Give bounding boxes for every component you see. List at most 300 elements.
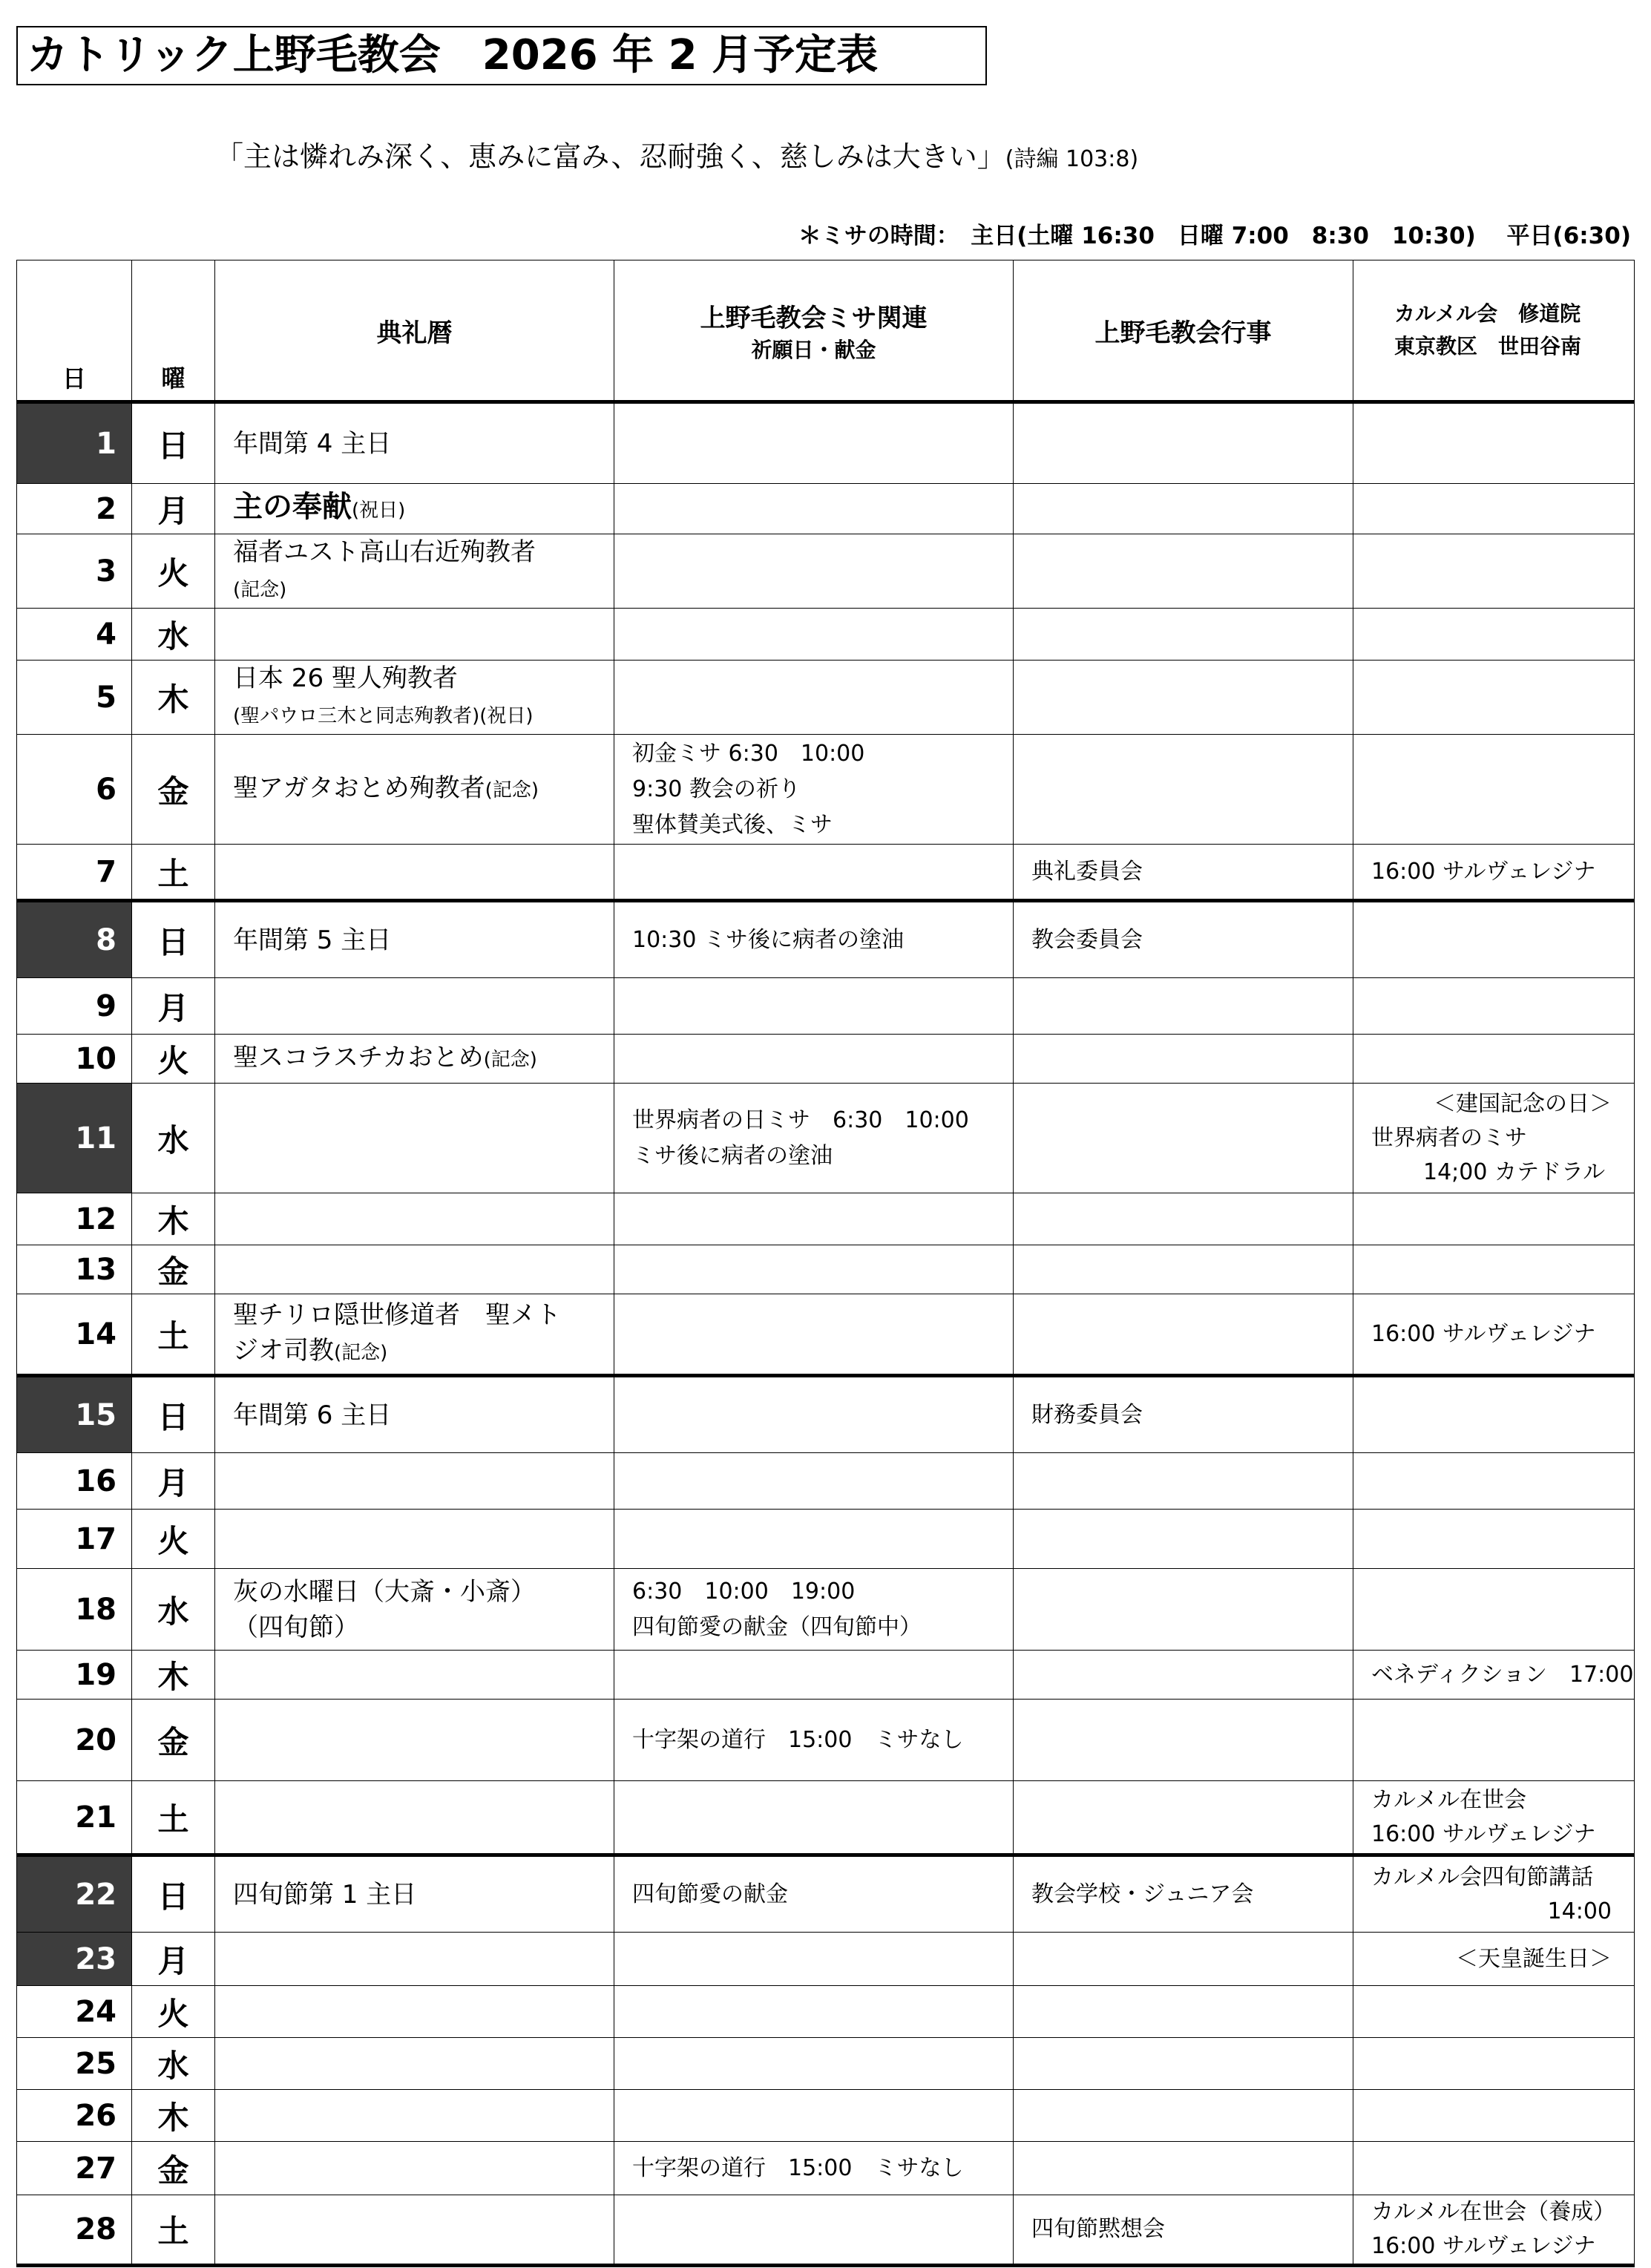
weekday [132,2090,215,2142]
carmel-cell [1353,1294,1635,1376]
day-number [17,1193,132,1245]
mass-cell [614,1651,1014,1700]
event-cell [1014,2142,1353,2195]
day-number-text: 7 [96,854,116,889]
day-number [17,1700,132,1781]
event-text: 財務委員会 [1031,1401,1143,1428]
table-row [17,2142,1635,2195]
header-events: 上野毛教会行事 [1014,260,1353,402]
event-cell [1014,978,1353,1035]
weekday [132,845,215,901]
day-number-text: 16 [75,1464,116,1498]
liturgy-line [233,426,614,462]
event-text: 教会学校・ジュニア会 [1031,1881,1254,1907]
carmel-cell [1353,901,1635,978]
liturgy-text-line2: ジオ司教 [233,1336,334,1366]
weekday-text: 木 [157,2099,189,2136]
weekday [132,1084,215,1193]
weekday-text: 金 [157,773,189,810]
weekday [132,2195,215,2266]
carmel-cell [1353,1569,1635,1651]
liturgy-line [233,1297,614,1333]
day-number-text: 22 [75,1877,116,1912]
liturgy-cell [215,1781,614,1855]
liturgy-cell [215,2090,614,2142]
carmel-cell [1353,1986,1635,2038]
carmel-text [1371,855,1634,889]
liturgy-text: 年間第 5 主日 [233,925,392,955]
day-number [17,1986,132,2038]
liturgy-text: 四旬節第 1 主日 [233,1879,417,1910]
mass-cell [614,901,1014,978]
day-number-text: 17 [75,1521,116,1556]
table-row [17,661,1635,735]
event-cell [1014,1855,1353,1933]
liturgy-cell [215,2038,614,2090]
header-weekday: 曜 [132,260,215,402]
weekday-text: 土 [157,1317,189,1354]
mass-cell [614,2142,1014,2195]
day-number [17,1781,132,1855]
event-cell [1014,845,1353,901]
weekday [132,901,215,978]
event-cell [1014,1933,1353,1986]
weekday-text: 日 [157,1878,189,1915]
liturgy-subnote-text: (記念) [233,579,287,601]
carmel-cell [1353,845,1635,901]
table-row [17,1193,1635,1245]
day-number [17,1453,132,1510]
liturgy-text: 日本 26 聖人殉教者 [233,663,458,693]
mass-cell [614,484,1014,534]
liturgy-text: 年間第 6 主日 [233,1400,392,1430]
table-row [17,1245,1635,1294]
table-row [17,484,1635,534]
carmel-text [1371,1087,1634,1190]
carmel-cell [1353,1855,1635,1933]
event-cell [1014,402,1353,484]
liturgy-cell [215,901,614,978]
weekday [132,978,215,1035]
mass-cell [614,1933,1014,1986]
verse-reference: (詩編 103:8) [1005,146,1139,172]
table-row [17,534,1635,609]
day-number [17,1245,132,1294]
event-cell [1014,609,1353,661]
weekday-text: 日 [157,427,189,464]
day-number [17,2090,132,2142]
day-number-text: 25 [75,2046,116,2081]
liturgy-subnote [233,570,614,608]
mass-cell [614,1510,1014,1569]
weekday [132,1035,215,1084]
table-row [17,1035,1635,1084]
liturgy-text-line2: （四旬節） [233,1612,359,1642]
weekday [132,609,215,661]
day-number-text: 24 [75,1994,116,2029]
carmel-cell [1353,1453,1635,1510]
weekday-text: 金 [157,1253,189,1290]
mass-cell [614,1193,1014,1245]
mass-cell [614,2038,1014,2090]
weekday [132,1193,215,1245]
event-cell [1014,1986,1353,2038]
event-cell [1014,1294,1353,1376]
mass-cell [614,534,1014,609]
liturgy-cell [215,1700,614,1781]
day-number-text: 4 [96,617,116,652]
weekday-text: 金 [157,1723,189,1760]
event-cell [1014,735,1353,845]
liturgy-cell [215,735,614,845]
header-mass [614,260,1014,402]
mass-cell [614,845,1014,901]
liturgy-cell [215,1453,614,1510]
day-number-text: 23 [75,1941,116,1976]
mass-text [632,736,1013,843]
day-number-text: 6 [96,772,116,807]
liturgy-cell [215,978,614,1035]
day-number [17,1651,132,1700]
day-number [17,484,132,534]
event-cell [1014,1700,1353,1781]
verse-text: 「主は憐れみ深く、恵みに富み、忍耐強く、慈しみは大きい」 [215,140,1005,173]
mass-cell [614,1700,1014,1781]
liturgy-cell [215,534,614,609]
event-cell [1014,1781,1353,1855]
event-cell [1014,1569,1353,1651]
mass-cell [614,735,1014,845]
carmel-cell [1353,2142,1635,2195]
table-row [17,609,1635,661]
carmel-cell [1353,1193,1635,1245]
liturgy-cell [215,661,614,735]
carmel-cell [1353,609,1635,661]
carmel-line: 14:00 [1547,1898,1612,1924]
liturgy-line2 [233,1610,614,1645]
carmel-line: ＜建国記念の日＞ [1434,1090,1612,1117]
day-number-text: 1 [96,426,116,461]
carmel-line: 16:00 サルヴェレジナ [1371,858,1596,885]
weekday-text: 土 [157,2213,189,2249]
carmel-line: カルメル会四旬節講話 [1371,1864,1594,1890]
day-number [17,1569,132,1651]
weekday-text: 火 [157,554,189,591]
table-row [17,1510,1635,1569]
carmel-cell [1353,1781,1635,1855]
day-number-text: 14 [75,1317,116,1351]
weekday [132,1294,215,1376]
event-cell [1014,2195,1353,2266]
weekday-text: 木 [157,1658,189,1695]
day-number-text: 28 [75,2212,116,2246]
carmel-cell [1353,1084,1635,1193]
mass-cell [614,1986,1014,2038]
liturgy-text: 灰の水曜日（大斎・小斎） [233,1576,536,1607]
carmel-text [1371,2195,1634,2264]
table-row [17,2195,1635,2266]
liturgy-text: 主の奉献 [233,490,352,524]
liturgy-cell [215,1510,614,1569]
mass-text [632,2151,1013,2186]
carmel-line: カルメル在世会 [1371,1786,1527,1813]
liturgy-note: (記念) [334,1342,388,1364]
liturgy-line [233,770,614,808]
liturgy-cell [215,1855,614,1933]
carmel-line: 16:00 サルヴェレジナ [1371,2233,1596,2259]
liturgy-cell [215,845,614,901]
mass-cell [614,1376,1014,1453]
table-row [17,1294,1635,1376]
day-number-text: 18 [75,1592,116,1627]
liturgy-cell [215,484,614,534]
carmel-cell [1353,2195,1635,2266]
liturgy-line [233,1397,614,1433]
day-number-text: 13 [75,1252,116,1287]
weekday-text: 水 [157,1121,189,1158]
weekday-text: 火 [157,1995,189,2032]
weekday-text: 水 [157,2047,189,2084]
schedule-table [16,260,1635,2267]
mass-cell [614,609,1014,661]
weekday-text: 水 [157,1593,189,1630]
liturgy-line [233,1040,614,1078]
mass-line: 10:30 ミサ後に病者の塗油 [632,926,904,953]
carmel-cell [1353,534,1635,609]
day-number [17,1855,132,1933]
carmel-line: 16:00 サルヴェレジナ [1371,1820,1596,1847]
carmel-cell [1353,661,1635,735]
weekday [132,484,215,534]
carmel-cell [1353,1933,1635,1986]
table-row [17,1084,1635,1193]
mass-cell [614,402,1014,484]
mass-cell [614,1084,1014,1193]
carmel-text [1371,1658,1634,1692]
weekday [132,1453,215,1510]
weekday [132,735,215,845]
mass-text [632,1877,1013,1913]
carmel-line: 世界病者のミサ [1371,1124,1527,1151]
carmel-cell [1353,2038,1635,2090]
table-header-row [17,260,1635,402]
liturgy-cell [215,1376,614,1453]
mass-cell [614,1453,1014,1510]
weekday [132,1245,215,1294]
mass-cell [614,2090,1014,2142]
weekday [132,1569,215,1651]
event-cell [1014,534,1353,609]
liturgy-line [233,534,614,570]
day-number [17,2038,132,2090]
liturgy-cell [215,2142,614,2195]
event-cell [1014,1510,1353,1569]
mass-cell [614,1035,1014,1084]
weekday [132,1855,215,1933]
table-row [17,978,1635,1035]
carmel-cell [1353,1376,1635,1453]
mass-cell [614,1245,1014,1294]
mass-times-note: ＊ミサの時間： 主日(土曜 16:30 日曜 7:00 8:30 10:30) 平日(6:30) [798,223,1631,249]
event-cell [1014,484,1353,534]
carmel-cell [1353,484,1635,534]
liturgy-note: (記念) [485,779,539,802]
scripture-verse [215,134,1138,174]
table-row [17,901,1635,978]
liturgy-subnote-text: (聖パウロ三木と同志殉教者)(祝日) [233,705,534,727]
weekday-text: 日 [157,1398,189,1435]
mass-cell [614,1569,1014,1651]
mass-line: 世界病者の日ミサ 6:30 10:00 [632,1107,969,1133]
event-text: 典礼委員会 [1031,858,1143,885]
mass-line: 四旬節愛の献金 [632,1881,788,1907]
weekday-text: 火 [157,1522,189,1559]
day-number-text: 2 [96,491,116,526]
weekday [132,2038,215,2090]
day-number-text: 8 [96,922,116,957]
weekday [132,2142,215,2195]
liturgy-text: 聖チリロ隠世修道者 聖メト [233,1300,561,1330]
weekday-text: 日 [157,923,189,960]
event-cell [1014,1651,1353,1700]
weekday-text: 月 [157,1464,189,1501]
day-number [17,2195,132,2266]
liturgy-note: (祝日) [352,499,406,522]
event-cell [1014,661,1353,735]
mass-line: 9:30 教会の祈り [632,776,801,802]
weekday [132,1376,215,1453]
header-carmel-line2: 東京教区 世田谷南 [1394,334,1582,358]
table-row [17,2090,1635,2142]
weekday-text: 土 [157,855,189,892]
event-text: 四旬節黙想会 [1031,2216,1165,2242]
mass-line: 初金ミサ 6:30 10:00 [632,740,865,767]
liturgy-line [233,922,614,958]
liturgy-cell [215,1933,614,1986]
day-number [17,1294,132,1376]
carmel-text [1371,1783,1634,1852]
day-number [17,1933,132,1986]
event-cell [1014,1453,1353,1510]
carmel-cell [1353,1035,1635,1084]
day-number-text: 9 [96,989,116,1023]
table-row [17,2038,1635,2090]
event-cell [1014,1376,1353,1453]
event-cell [1014,2038,1353,2090]
day-number [17,1035,132,1084]
liturgy-cell [215,1986,614,2038]
liturgy-note: (記念) [483,1049,537,1071]
table-row [17,1855,1635,1933]
header-mass-title: 上野毛教会ミサ関連 [700,303,928,333]
carmel-text [1371,1317,1634,1351]
mass-line: 四旬節愛の献金（四旬節中） [632,1613,922,1640]
liturgy-text: 福者ユスト高山右近殉教者 [233,537,536,567]
day-number-text: 21 [75,1800,116,1835]
day-number [17,661,132,735]
header-carmel-line1: カルメル会 修道院 [1394,301,1581,326]
mass-text [632,1103,1013,1174]
weekday [132,402,215,484]
table-row [17,1569,1635,1651]
day-number [17,735,132,845]
weekday-text: 土 [157,1800,189,1838]
carmel-line: 14;00 カテドラル [1423,1158,1606,1185]
carmel-cell [1353,735,1635,845]
weekday [132,1651,215,1700]
day-number-text: 15 [75,1397,116,1432]
mass-cell [614,1294,1014,1376]
mass-cell [614,1781,1014,1855]
mass-cell [614,2195,1014,2266]
liturgy-cell [215,1193,614,1245]
liturgy-cell [215,1569,614,1651]
carmel-text [1371,1942,1634,1976]
table-row [17,845,1635,901]
mass-line: 6:30 10:00 19:00 [632,1578,856,1605]
weekday-text: 木 [157,1202,189,1239]
day-number [17,402,132,484]
mass-line: 十字架の道行 15:00 ミサなし [632,1726,964,1753]
liturgy-cell [215,609,614,661]
event-cell [1014,901,1353,978]
table-row [17,735,1635,845]
day-number-text: 26 [75,2098,116,2133]
mass-text [632,922,1013,958]
liturgy-text: 聖アガタおとめ殉教者 [233,773,485,803]
liturgy-subnote [233,696,614,734]
day-number-text: 10 [75,1041,116,1076]
liturgy-line [233,661,614,696]
weekday [132,1781,215,1855]
carmel-cell [1353,978,1635,1035]
carmel-cell [1353,1245,1635,1294]
day-number-text: 11 [75,1121,116,1156]
event-cell [1014,1084,1353,1193]
weekday-text: 水 [157,617,189,655]
table-row [17,1781,1635,1855]
mass-line: 十字架の道行 15:00 ミサなし [632,2154,964,2181]
day-number-text: 5 [96,680,116,715]
mass-line: ミサ後に病者の塗油 [632,1142,833,1169]
day-number-text: 19 [75,1657,116,1692]
liturgy-cell [215,402,614,484]
header-liturgy: 典礼暦 [215,260,614,402]
liturgy-line [233,1877,614,1913]
weekday-text: 月 [157,1942,189,1979]
day-number [17,901,132,978]
weekday [132,534,215,609]
day-number-text: 20 [75,1723,116,1757]
carmel-line: ベネディクション 17:00 [1371,1661,1634,1688]
event-cell [1014,1245,1353,1294]
weekday-text: 月 [157,989,189,1026]
carmel-cell [1353,1700,1635,1781]
day-number [17,534,132,609]
table-row [17,1453,1635,1510]
mass-cell [614,661,1014,735]
liturgy-cell [215,1035,614,1084]
schedule-body [17,402,1635,2266]
day-number-text: 12 [75,1202,116,1236]
day-number [17,845,132,901]
day-number [17,2142,132,2195]
weekday [132,661,215,735]
day-number [17,978,132,1035]
liturgy-cell [215,1294,614,1376]
day-number-text: 3 [96,554,116,589]
carmel-cell [1353,2090,1635,2142]
